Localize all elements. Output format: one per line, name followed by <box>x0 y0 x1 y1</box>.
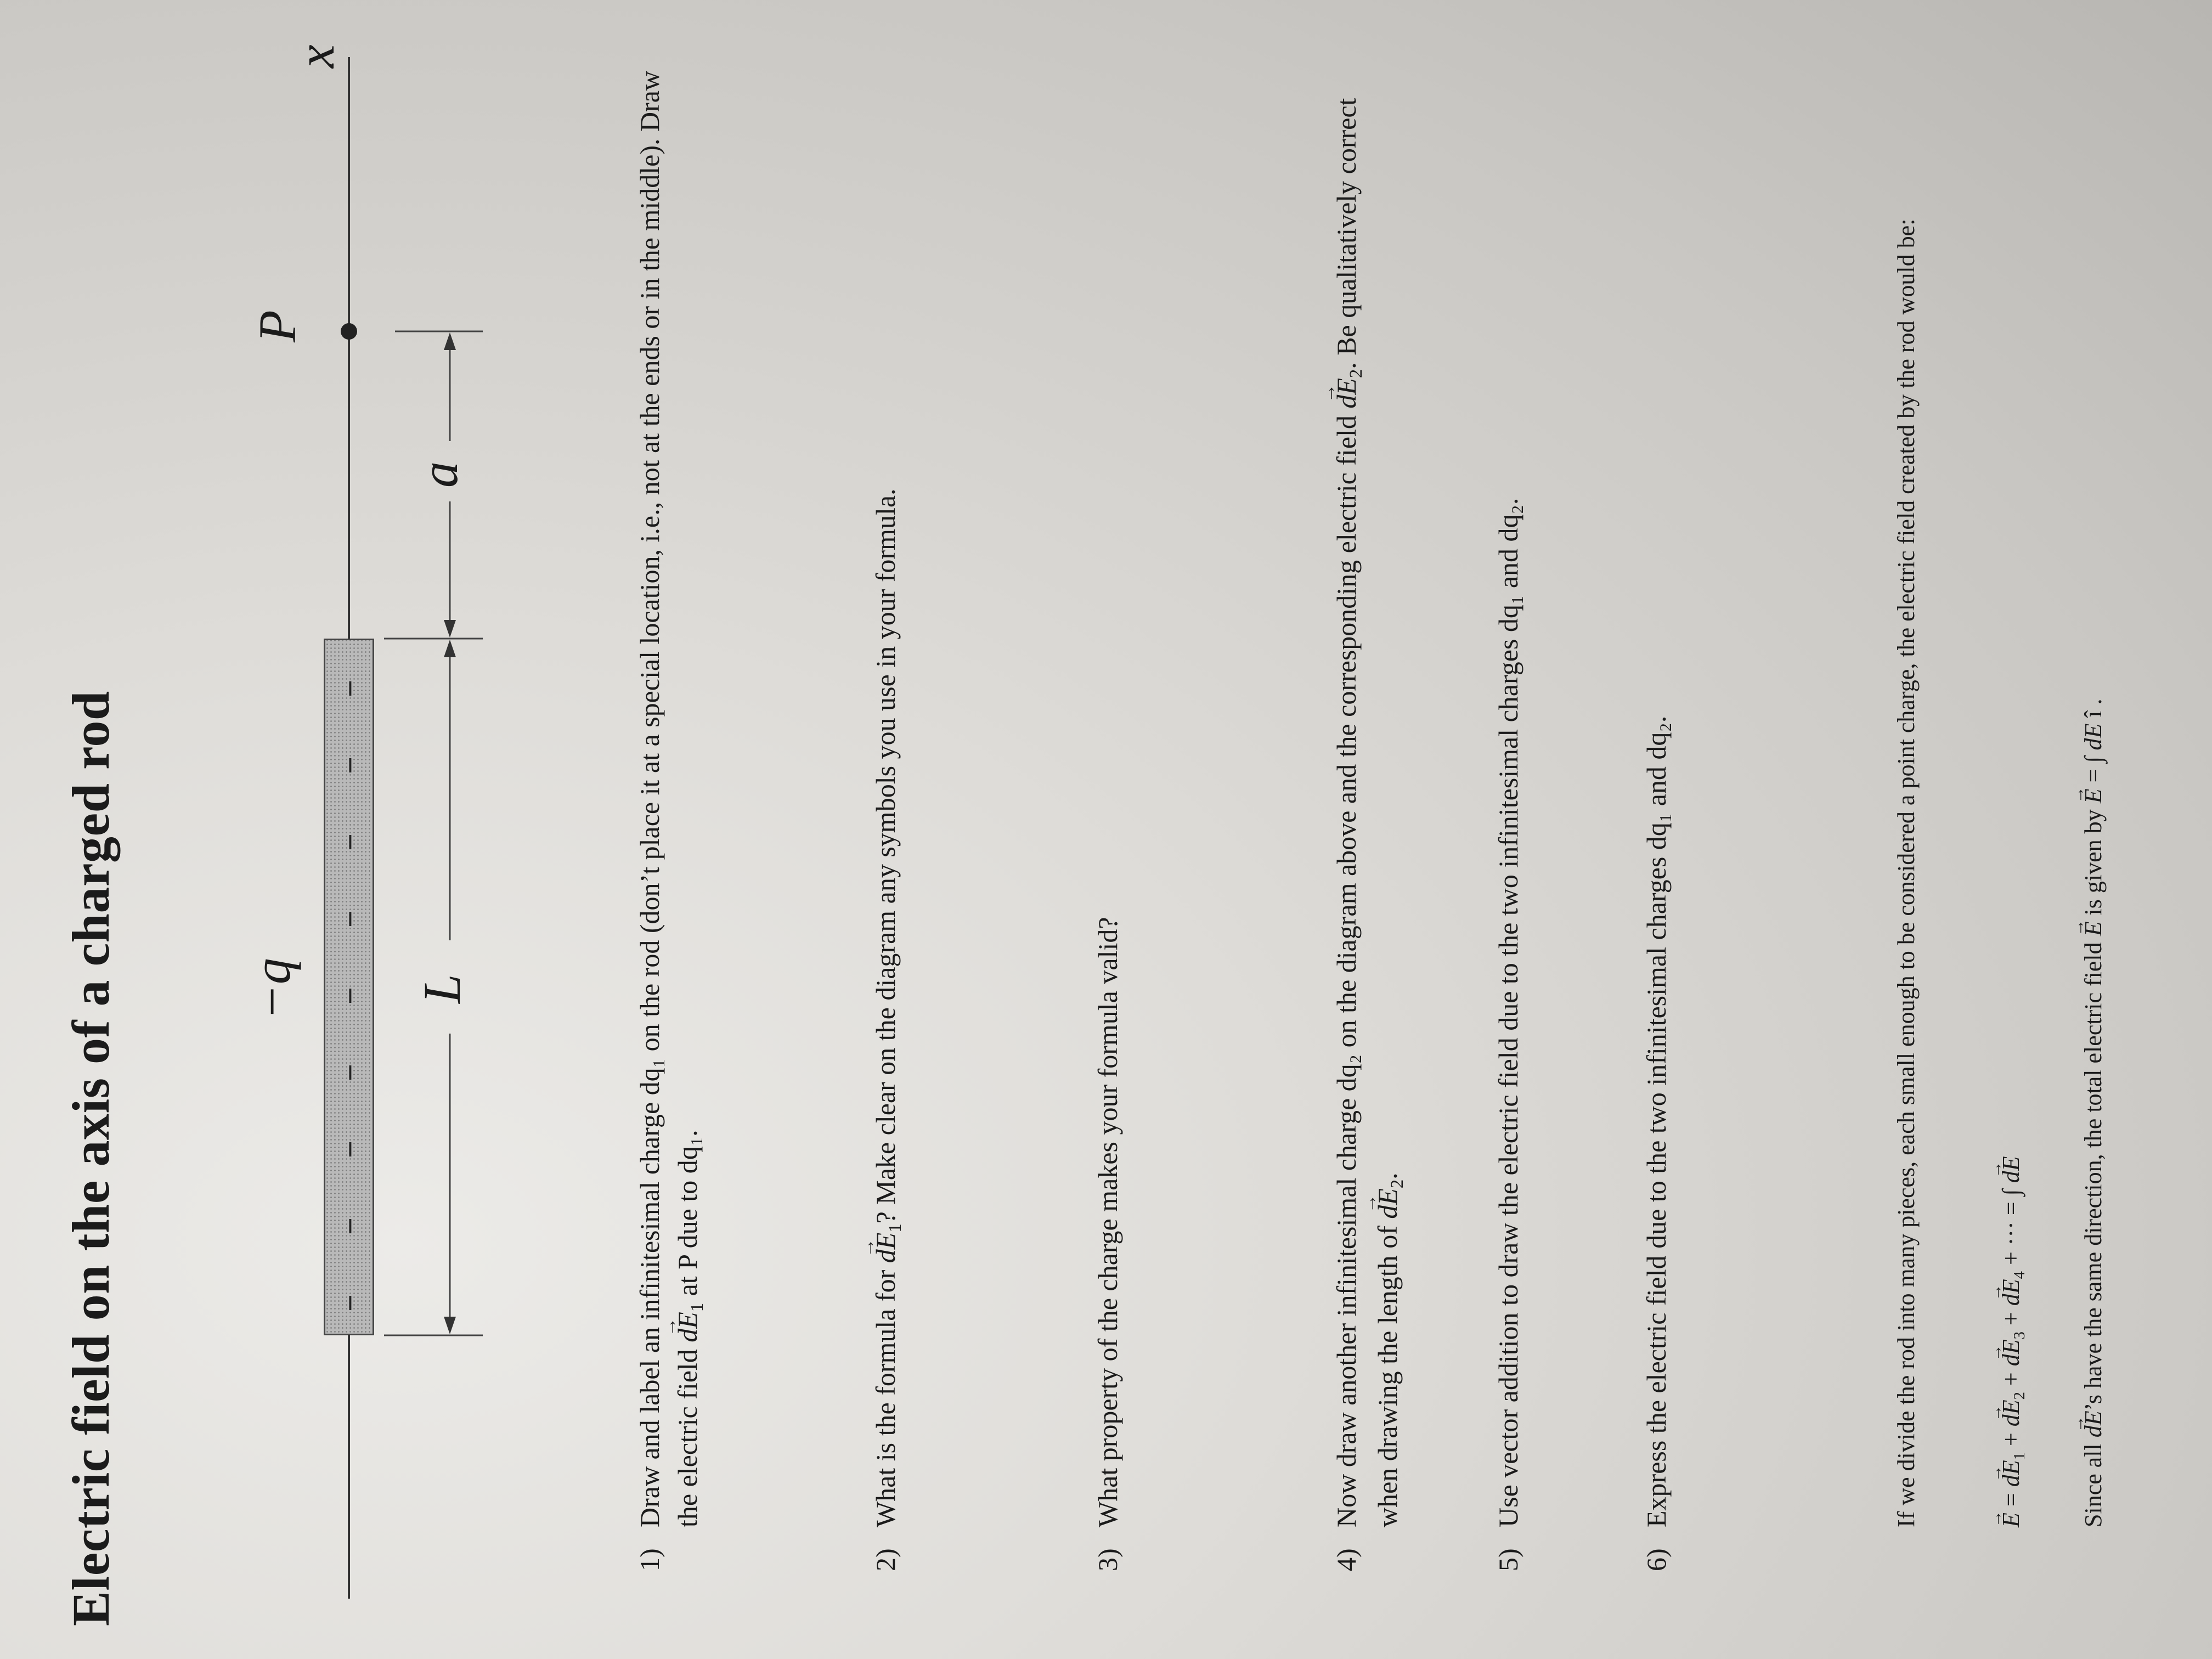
question-number: 5) <box>1493 1548 1523 1571</box>
question-number: 1) <box>634 1548 665 1571</box>
question-number: 3) <box>1092 1548 1123 1571</box>
vector-symbol: → dE <box>1369 1188 1407 1219</box>
vector-symbol: → dE <box>867 1233 905 1263</box>
rod-sign: − <box>334 757 368 774</box>
page-title: Electric field on the axis of a charged rod <box>61 691 120 1626</box>
question-3 <box>1089 46 1127 1571</box>
question-2 <box>867 46 908 1571</box>
rod-sign: − <box>334 987 368 1005</box>
x-axis-label: x <box>286 44 345 68</box>
point-p-label: P <box>248 310 307 342</box>
l-arrowhead-left <box>444 1317 456 1334</box>
final-statement: Since all → dE’s have the same direction, the total electric field → E is given by → E = ∫ dE î . <box>2079 699 2107 1528</box>
question-5 <box>1489 46 1527 1571</box>
rod-sign: − <box>334 1217 368 1235</box>
question-6 <box>1638 46 1675 1571</box>
l-arrowhead-right <box>444 640 456 657</box>
question-text: Express the electric field due to the two infinitesimal charges dq₁ and dq₂. <box>1641 715 1672 1527</box>
rod-sign: − <box>334 833 368 851</box>
a-arrowhead-right <box>444 332 456 350</box>
sum-equation: → E = → $dE_1$ + → $dE_2$ + → $dE_3$ + → $dE_4$ + ··· = ∫ → dE <box>1997 1156 2029 1527</box>
rod-sign: − <box>334 1064 368 1081</box>
length-l-label: L <box>413 974 471 1003</box>
question-text: What is the formula for → $dE_1$? Make clear on the diagram any symbols you use in your formula. <box>867 46 908 1527</box>
rod-sign: − <box>334 1141 368 1158</box>
question-1 <box>631 46 710 1571</box>
diagram-lines <box>0 0 549 1659</box>
distance-a-label: a <box>410 461 469 488</box>
closing-paragraph: If we divide the rod into many pieces, each small enough to be considered a point charge, the electric field created by the rod would be: <box>1893 218 1920 1527</box>
charge-label: −q <box>242 958 301 1020</box>
point-p-dot <box>341 323 357 340</box>
charged-rod <box>324 639 374 1335</box>
rod-sign: − <box>334 910 368 928</box>
rod-sign: − <box>334 680 368 697</box>
question-text: Now draw another infinitesimal charge dq₂ on the diagram above and the corresponding electric field → $dE_2$. Be qualitatively correct when drawing the length of → $dE_2$. <box>1328 46 1410 1527</box>
vector-symbol: → dE <box>669 1312 707 1342</box>
question-text: What property of the charge makes your formula valid? <box>1092 917 1123 1527</box>
question-number: 4) <box>1331 1548 1362 1571</box>
rod-sign: − <box>334 1294 368 1312</box>
question-number: 2) <box>870 1548 901 1571</box>
question-text: Draw and label an infinitesimal charge dq₁ on the rod (don’t place it at a special location, i.e., not at the ends or in the middle). Draw the electric field → $dE_1$ at P due to dq₁. <box>631 46 710 1527</box>
vector-symbol: → dE <box>1328 378 1365 409</box>
question-text: Use vector addition to draw the electric field due to the two infinitesimal charges dq₁ and dq₂. <box>1493 498 1523 1527</box>
question-number: 6) <box>1641 1548 1672 1571</box>
a-arrowhead-left <box>444 620 456 637</box>
question-4 <box>1328 46 1410 1571</box>
